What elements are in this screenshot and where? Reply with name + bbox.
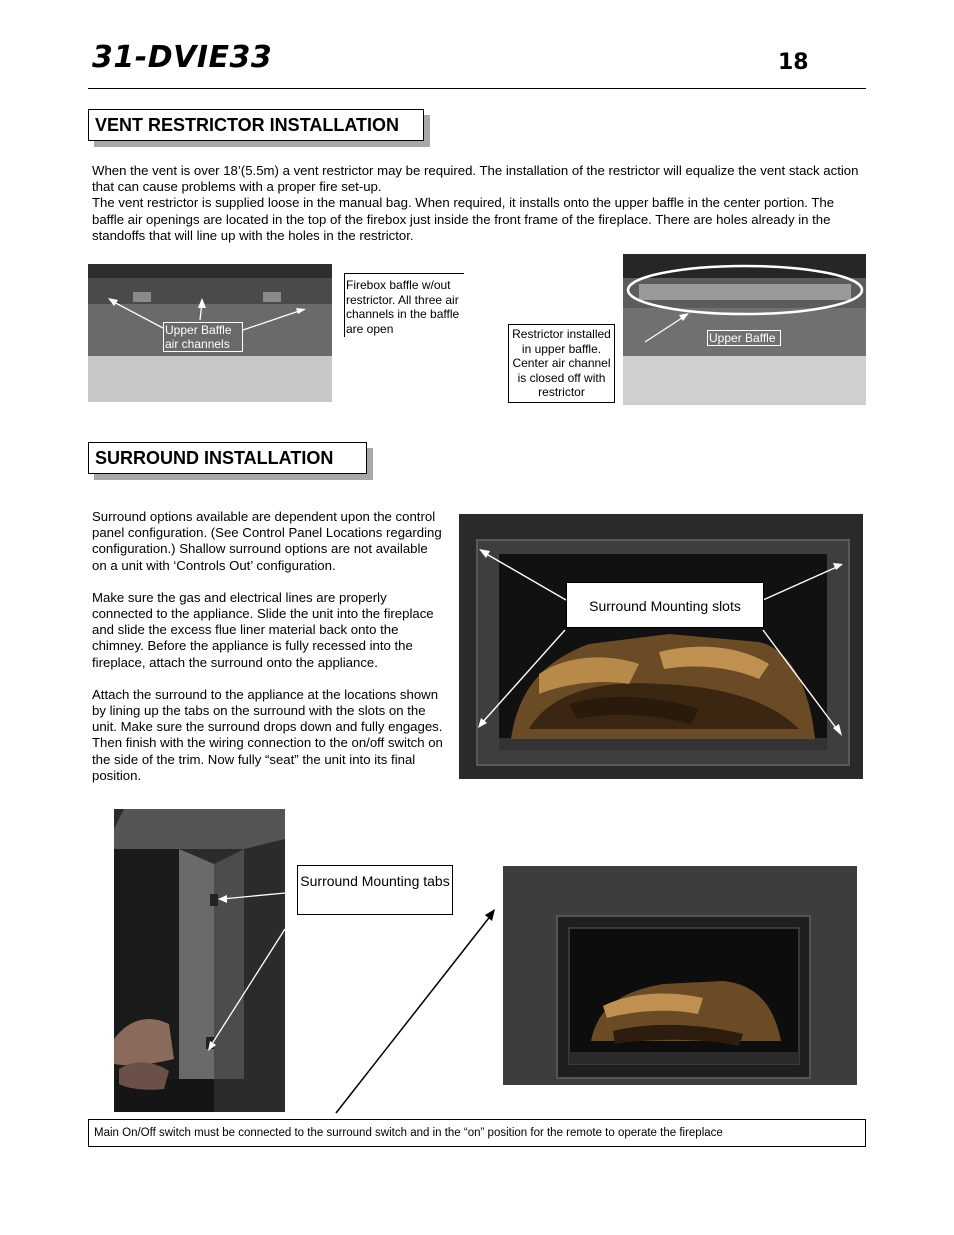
surround-mounting-slots-label: Surround Mounting slots [566,582,764,628]
surround-paragraphs [92,509,446,784]
baffle-without-restrictor-caption: Firebox baffle w/out restrictor. All three air channels in the baffle are open [344,273,464,337]
page-number: 18 [778,50,809,75]
upper-baffle-label: Upper Baffle [707,330,781,346]
side-photo-drawing [114,809,285,1112]
on-off-switch-note: Main On/Off switch must be connected to the surround switch and in the “on” position for the remote to operate the fireplace [88,1119,866,1147]
surround-section-heading: SURROUND INSTALLATION [88,442,367,474]
surround-tabs-side-photo [114,809,285,1112]
document-title: 31-DVIE33 [92,40,273,75]
baffle-with-restrictor-photo [623,254,866,405]
upper-baffle-air-channels-label: Upper Baffle air channels [163,322,243,352]
surround-paragraph-3: Attach the surround to the appliance at the locations shown by lining up the tabs on the surround with the slots on the unit. Make sure the surround drops down and fully engages. Then finish with the wiring connection to the on/off switch on the side of the trim. Now fully “seat” the unit into its final position. [92,686,443,783]
header-rule [88,88,866,89]
restrictor-installed-caption: Restrictor installed in upper baffle. Center air channel is closed off with restrictor [508,324,615,403]
surround-mounting-tabs-label: Surround Mounting tabs [297,865,453,915]
surround-paragraph-2: Make sure the gas and electrical lines are properly connected to the appliance. Slide the unit into the fireplace and slide the excess flue liner material back onto the chimney. Before the appliance is fully recessed into the fireplace, attach the surround onto the appliance. [92,589,434,670]
installed-surround-photo [503,866,857,1085]
vent-paragraphs [92,163,862,244]
surround-mounting-slots-photo [459,514,863,779]
installed-photo-drawing [503,866,857,1085]
vent-paragraph-2: The vent restrictor is supplied loose in the manual bag. When required, it installs onto the upper baffle in the center portion. The baffle air openings are located in the top of the firebox just inside the front frame of the fireplace. There are holes already in the standoffs that will line up with the holes in the restrictor. [92,195,835,243]
vent-paragraph-1: When the vent is over 18’(5.5m) a vent restrictor may be required. The installation of the restrictor will equalize the vent stack action that can cause problems with a proper fire set-up. [92,163,859,195]
baffle-without-restrictor-photo [88,264,332,402]
surround-paragraph-1: Surround options available are dependent upon the control panel configuration. (See Control Panel Locations regarding configuration.) Shallow surround options are not available on a unit with ‘Controls Out’ configuration. [92,509,442,573]
vent-section-heading: VENT RESTRICTOR INSTALLATION [88,109,424,141]
firebox-photo-drawing [459,514,863,779]
